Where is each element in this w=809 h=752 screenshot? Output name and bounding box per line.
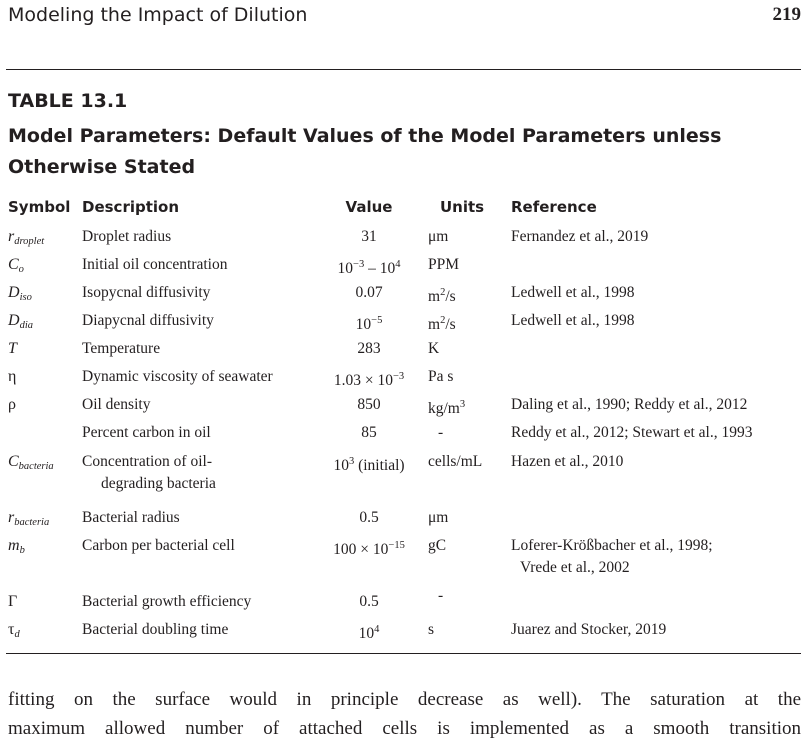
reference-cell: Ledwell et al., 1998 <box>511 284 635 301</box>
value-cell: 283 <box>357 340 381 357</box>
running-head <box>8 4 801 28</box>
header-description: Description <box>82 198 180 216</box>
description-cell: Percent carbon in oil <box>82 424 211 441</box>
reference-cell: Loferer-Krößbacher et al., 1998; Vrede et al., 2002 <box>511 537 713 576</box>
units-cell: Pa s <box>428 368 454 385</box>
header-value: Value <box>345 198 393 216</box>
symbol-cell: $r_{droplet}$ <box>8 228 45 247</box>
description-cell: Bacterial radius <box>82 509 180 526</box>
description-cell: Isopycnal diffusivity <box>82 284 211 301</box>
description-cell: Bacterial growth efficiency <box>82 593 252 610</box>
value-cell: 0.5 <box>359 509 379 526</box>
symbol-cell: $C_{bacteria}$ <box>8 453 54 472</box>
units-cell: PPM <box>428 256 460 273</box>
value-cell: $10^4$ <box>358 624 380 642</box>
reference-cell: Fernandez et al., 2019 <box>511 228 649 245</box>
value-cell: 850 <box>357 396 381 413</box>
reference-cell: Juarez and Stocker, 2019 <box>511 621 667 638</box>
symbol-cell: $m_b$ <box>8 537 25 556</box>
description-cell: Oil density <box>82 396 151 413</box>
units-cell: $kg/m^3$ <box>428 399 466 417</box>
reference-cell: Ledwell et al., 1998 <box>511 312 635 329</box>
units-cell: K <box>428 340 440 357</box>
value-cell: $10^3$ (initial) <box>333 456 405 474</box>
symbol-cell: ρ <box>8 396 16 413</box>
table-caption: Model Parameters: Default Values of the Model Parameters unless Otherwise Stated <box>8 125 722 178</box>
body-line: maximum allowed number of attached cells is implemented as a smooth transition <box>8 718 801 739</box>
units-cell: μm <box>428 228 449 245</box>
value-cell: 31 <box>361 228 377 245</box>
header-units: Units <box>440 198 485 216</box>
body-text <box>8 685 801 743</box>
description-cell: Initial oil concentration <box>82 256 228 273</box>
top-rule <box>6 69 801 70</box>
value-cell: $10^{-3} - 10^4$ <box>337 259 401 277</box>
description-cell: Diapycnal diffusivity <box>82 312 214 329</box>
units-cell: $m^2/s$ <box>428 287 456 305</box>
units-cell: s <box>428 621 435 638</box>
value-cell: $1.03 \times 10^{-3}$ <box>333 371 405 389</box>
description-cell: Temperature <box>82 340 161 357</box>
symbol-cell: η <box>8 368 17 385</box>
units-cell: - <box>438 587 444 604</box>
value-cell: $10^{-5}$ <box>355 315 383 333</box>
description-cell: Bacterial doubling time <box>82 621 229 638</box>
chapter-title: Modeling the Impact of Dilution <box>8 4 308 26</box>
symbol-cell: $D_{dia}$ <box>8 312 33 331</box>
description-cell: Dynamic viscosity of seawater <box>82 368 273 385</box>
value-cell: 0.5 <box>359 593 379 610</box>
bottom-rule <box>6 653 801 654</box>
units-cell: $m^2/s$ <box>428 315 456 333</box>
symbol-cell: $C_o$ <box>8 256 24 275</box>
units-cell: cells/mL <box>428 453 483 470</box>
reference-cell: Reddy et al., 2012; Stewart et al., 1993 <box>511 424 753 441</box>
header-reference: Reference <box>511 198 597 216</box>
reference-cell: Daling et al., 1990; Reddy et al., 2012 <box>511 396 748 413</box>
description-cell: Carbon per bacterial cell <box>82 537 235 554</box>
units-cell: gC <box>428 537 447 554</box>
reference-cell: Hazen et al., 2010 <box>511 453 624 470</box>
description-cell: Concentration of oil- degrading bacteria <box>82 453 216 492</box>
description-cell: Droplet radius <box>82 228 172 245</box>
header-symbol: Symbol <box>8 198 71 216</box>
symbol-cell: $D_{iso}$ <box>8 284 32 303</box>
symbol-cell: Γ <box>8 593 18 610</box>
units-cell: μm <box>428 509 449 526</box>
symbol-cell: $r_{bacteria}$ <box>8 509 50 528</box>
body-line: fitting on the surface would in principle decrease as well). The saturation at the <box>8 689 801 710</box>
value-cell: 85 <box>361 424 377 441</box>
value-cell: 0.07 <box>355 284 383 301</box>
table-label: TABLE 13.1 <box>8 90 128 112</box>
page-number: 219 <box>772 4 801 25</box>
symbol-cell: T <box>8 340 17 357</box>
value-cell: $100 \times 10^{-15}$ <box>333 540 405 558</box>
units-cell: - <box>438 424 444 441</box>
symbol-cell: $\tau_d$ <box>8 621 20 640</box>
